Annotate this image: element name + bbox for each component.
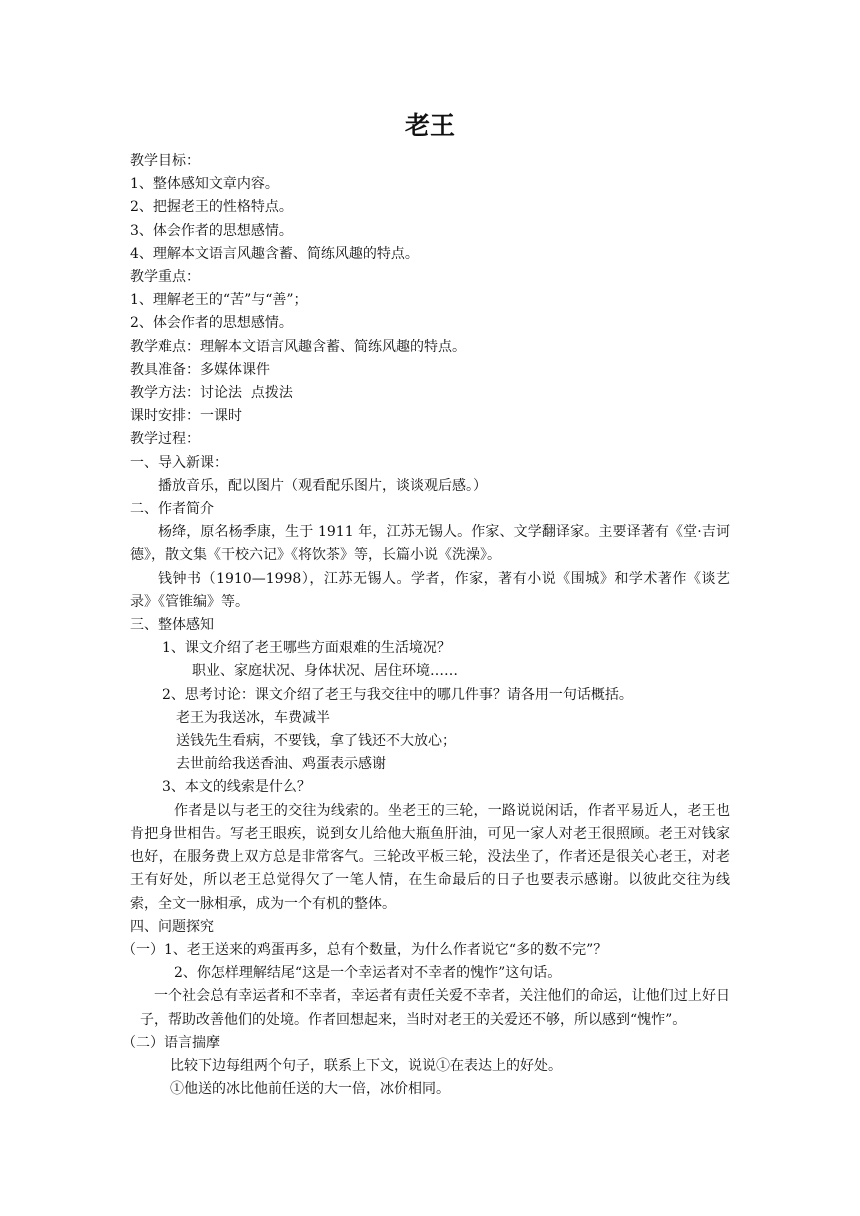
difficult-points: 教学难点：理解本文语言风趣含蓄、简练风趣的特点。	[130, 338, 466, 355]
key-point-item: 2、体会作者的思想感情。	[130, 315, 293, 332]
answer-3: 作者是以与老王的交往为线索的。坐老王的三轮，一路说说闲话，作者平易近人，老王也肯把身世相告。写老王眼疾，说到女儿给他大瓶鱼肝油，可见一家人对老王很照顾。老王对钱家也好，在服务费上双方总是非常客气。三轮改平板三轮，没法坐了，作者还是很关心老王，对老王有好处，所以老王总觉得欠了一笔人情，在生命最后的日子也要表示感谢。以彼此交往为线索，全文一脉相承，成为一个有机的整体。	[130, 802, 730, 912]
objective-item: 1、整体感知文章内容。	[130, 176, 279, 193]
answer-2-line: 送钱先生看病，不要钱，拿了钱还不大放心；	[176, 733, 456, 750]
author-qian-zhongshu: 钱钟书（1910—1998），江苏无锡人。学者，作家，著有小说《围城》和学术著作《谈艺录》《管锥编》等。	[130, 570, 730, 610]
answer-2-line: 去世前给我送香油、鸡蛋表示感谢	[176, 756, 386, 773]
heading-inquiry: 四、问题探究	[130, 918, 214, 935]
document-title: 老王	[404, 111, 455, 140]
language-instruction: 比较下边每组两个句子，联系上下文，说说①在表达上的好处。	[170, 1057, 562, 1074]
question-2: 2、思考讨论：课文介绍了老王与我交往中的哪几件事？请各用一句话概括。	[162, 686, 633, 703]
inquiry-question-2: 2、你怎样理解结尾“这是一个幸运者对不幸者的愧怍”这句话。	[174, 965, 562, 982]
question-3: 3、本文的线索是什么？	[162, 779, 311, 796]
key-point-item: 1、理解老王的“苦”与“善”；	[130, 292, 308, 309]
objective-item: 3、体会作者的思想感情。	[130, 222, 293, 239]
section-heading-key-points: 教学重点：	[130, 269, 200, 286]
heading-overall: 三、整体感知	[130, 617, 214, 634]
heading-author: 二、作者简介	[130, 501, 214, 518]
section-heading-process: 教学过程：	[130, 431, 200, 448]
heading-intro: 一、导入新课：	[130, 454, 228, 471]
section-heading-objectives: 教学目标：	[130, 153, 200, 169]
question-1: 1、课文介绍了老王哪些方面艰难的生活境况？	[162, 640, 451, 657]
objective-item: 2、把握老王的性格特点。	[130, 199, 293, 216]
teaching-aids: 教具准备：多媒体课件	[130, 361, 270, 378]
answer-1: 职业、家庭状况、身体状况、居住环境……	[192, 663, 458, 680]
author-yang-jiang: 杨绛，原名杨季康，生于 1911 年，江苏无锡人。作家、文学翻译家。主要译著有《堂·吉诃德》，散文集《干校六记》《将饮茶》等，长篇小说《洗澡》。	[130, 524, 730, 564]
intro-text: 播放音乐，配以图片（观看配乐图片，谈谈观后感。）	[158, 477, 487, 494]
document-body	[122, 150, 730, 1101]
class-hours: 课时安排：一课时	[130, 408, 242, 425]
inquiry-question-1: （一）1、老王送来的鸡蛋再多，总有个数量，为什么作者说它“多的数不完”？	[122, 941, 608, 958]
inquiry-answer: 一个社会总有幸运者和不幸者，幸运者有责任关爱不幸者，关注他们的命运，让他们过上好日子，帮助改善他们的处境。作者回想起来，当时对老王的关爱还不够，所以感到“愧怍”。	[140, 988, 730, 1028]
heading-language: （二）语言揣摩	[122, 1034, 220, 1051]
teaching-methods: 教学方法：讨论法 点拨法	[130, 385, 293, 402]
answer-2-line: 老王为我送冰，车费减半	[176, 709, 330, 726]
objective-item: 4、理解本文语言风趣含蓄、简练风趣的特点。	[130, 245, 419, 262]
language-sentence-1: ①他送的冰比他前任送的大一倍，冰价相同。	[170, 1081, 450, 1098]
